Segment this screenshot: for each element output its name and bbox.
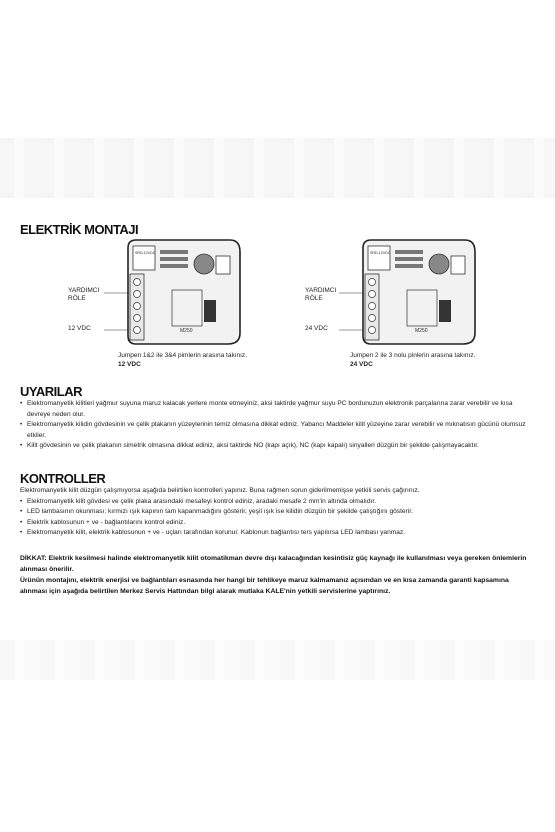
screw-terminal [369,291,376,298]
capacitor [194,254,214,274]
relay-label-line1: YARDIMCI [68,287,100,294]
screw-terminal [369,315,376,322]
relay-block [368,246,390,270]
relay-print: SRD-12VDC [370,251,391,255]
screw-terminal [134,315,141,322]
resistor [395,257,423,261]
resistor [160,264,188,268]
kontroller-block [20,486,535,539]
dikkat-line1: DİKKAT: Elektrik kesilmesi halinde elektromanyetik kilit otomatikman devre dışı kalacağından kesintisiz güç kaynağı ile kullanılması veya gereken önlemlerin alınması önerilir. [20,555,527,573]
kontroller-intro: Elektromanyetik kilit düzgün çalışmıyorsa aşağıda belirtilen kontrolleri yapınız. Buna rağmen sorun giderilmemişse yetkili servis çağırınız. [20,487,420,494]
screw-terminal [369,327,376,334]
resistors [160,250,188,268]
list-item: • Elektromanyetik kilitleri yağmur suyuna maruz kalacak yerlere monte etmeyiniz, aksi taktirde yağmur suyu PC bordunuzun elektronik parçalarına zarar verebilir ve kısa devreye neden olur. [20,399,535,420]
voltage-label-right: 24 VDC [305,325,328,332]
uyarilar-list [20,399,535,452]
chip-print: M250 [180,328,193,334]
jumper-block [204,300,216,322]
voltage-label-left: 12 VDC [68,325,91,332]
relay-label-line1: YARDIMCI [305,287,337,294]
caption-text: Jumpen 1&2 ile 3&4 pimlerin arasına takınız. [118,352,247,359]
relay-print: SRD-12VDC [135,251,156,255]
chip-print: M250 [415,328,428,334]
kontroller-heading: KONTROLLER [20,471,106,486]
dikkat-line2: Ürünün montajını, elektrik enerjisi ve bağlantıları esnasında her hangi bir tehlikeye maruz kalmamanız açısından ve en kısa zamanda garanti kapsamına alınması için aşağıda belirtilen Merkez Servis Hattından bilgi alarak mutlaka KALE'nin yetkili servislerine yaptırınız. [20,577,509,595]
list-item: • Elektromanyetik kilidin gövdesinin ve çelik plakanın yüzeylerinin temiz olmasına dikkat ediniz. Yabancı Maddeler kilit yüzeyine zarar verebilir ve mıknatısın gücünü olumsuz etkiler. [20,420,535,441]
list-item: • Kilit gövdesinin ve çelik plakanın simetrik olmasına dikkat ediniz, aksi taktirde NO (kapı açık), NC (kapı kapalı) sinyalleri düzgün bir şekilde çalışmayacaktır. [20,441,535,452]
screw-terminal [369,303,376,310]
connector [216,256,230,274]
relay-block [133,246,155,270]
capacitor [429,254,449,274]
screw-terminal [134,327,141,334]
relay-label-line2: RÖLE [68,295,86,302]
resistors [395,250,423,268]
list-item: • LED lambasının okunması; kırmızı ışık kapının tam kapanmadığını gösterir, yeşil ışık ise kilidin düzgün bir şekilde çalıştığını gösterir. [20,507,535,518]
dikkat-notice [20,553,535,597]
list-item: • Elektromanyetik kilit, elektrik kablosunun + ve - uçları tarafından korunur. Kablonun bağlantısı ters yapılırsa LED lambası yanmaz. [20,528,535,539]
relay-label-right [305,287,336,303]
relay-label-line2: RÖLE [305,295,323,302]
list-item: • Elektrik kablosunun + ve - bağlantılarını kontrol ediniz. [20,518,535,529]
screw-terminal [134,291,141,298]
resistor [395,264,423,268]
terminal-block [365,274,379,340]
screw-terminal [369,279,376,286]
jumper-block [439,300,451,322]
connector [451,256,465,274]
resistor [395,250,423,254]
relay-label-left [68,287,99,303]
faded-background-band-lower [0,640,555,680]
caption-bold: 12 VDC [118,361,141,368]
screw-terminal [134,303,141,310]
montaj-heading: ELEKTRİK MONTAJI [20,222,139,237]
caption-bold: 24 VDC [350,361,373,368]
list-item: • Elektromanyetik kilit gövdesi ve çelik plaka arasındaki mesafeyi kontrol ediniz, aradaki mesafe 2 mm'in altında olmalıdır. [20,497,535,508]
caption-text: Jumpen 2 ile 3 nolu pinlerin arasına takınız. [350,352,476,359]
uyarilar-heading: UYARILAR [20,384,82,399]
screw-terminal [134,279,141,286]
faded-background-band [0,138,555,198]
diagram-caption-left [118,351,247,369]
circuit-board-left [100,238,250,346]
resistor [160,257,188,261]
diagram-caption-right [350,351,475,369]
circuit-board-right [335,238,485,346]
terminal-block [130,274,144,340]
resistor [160,250,188,254]
